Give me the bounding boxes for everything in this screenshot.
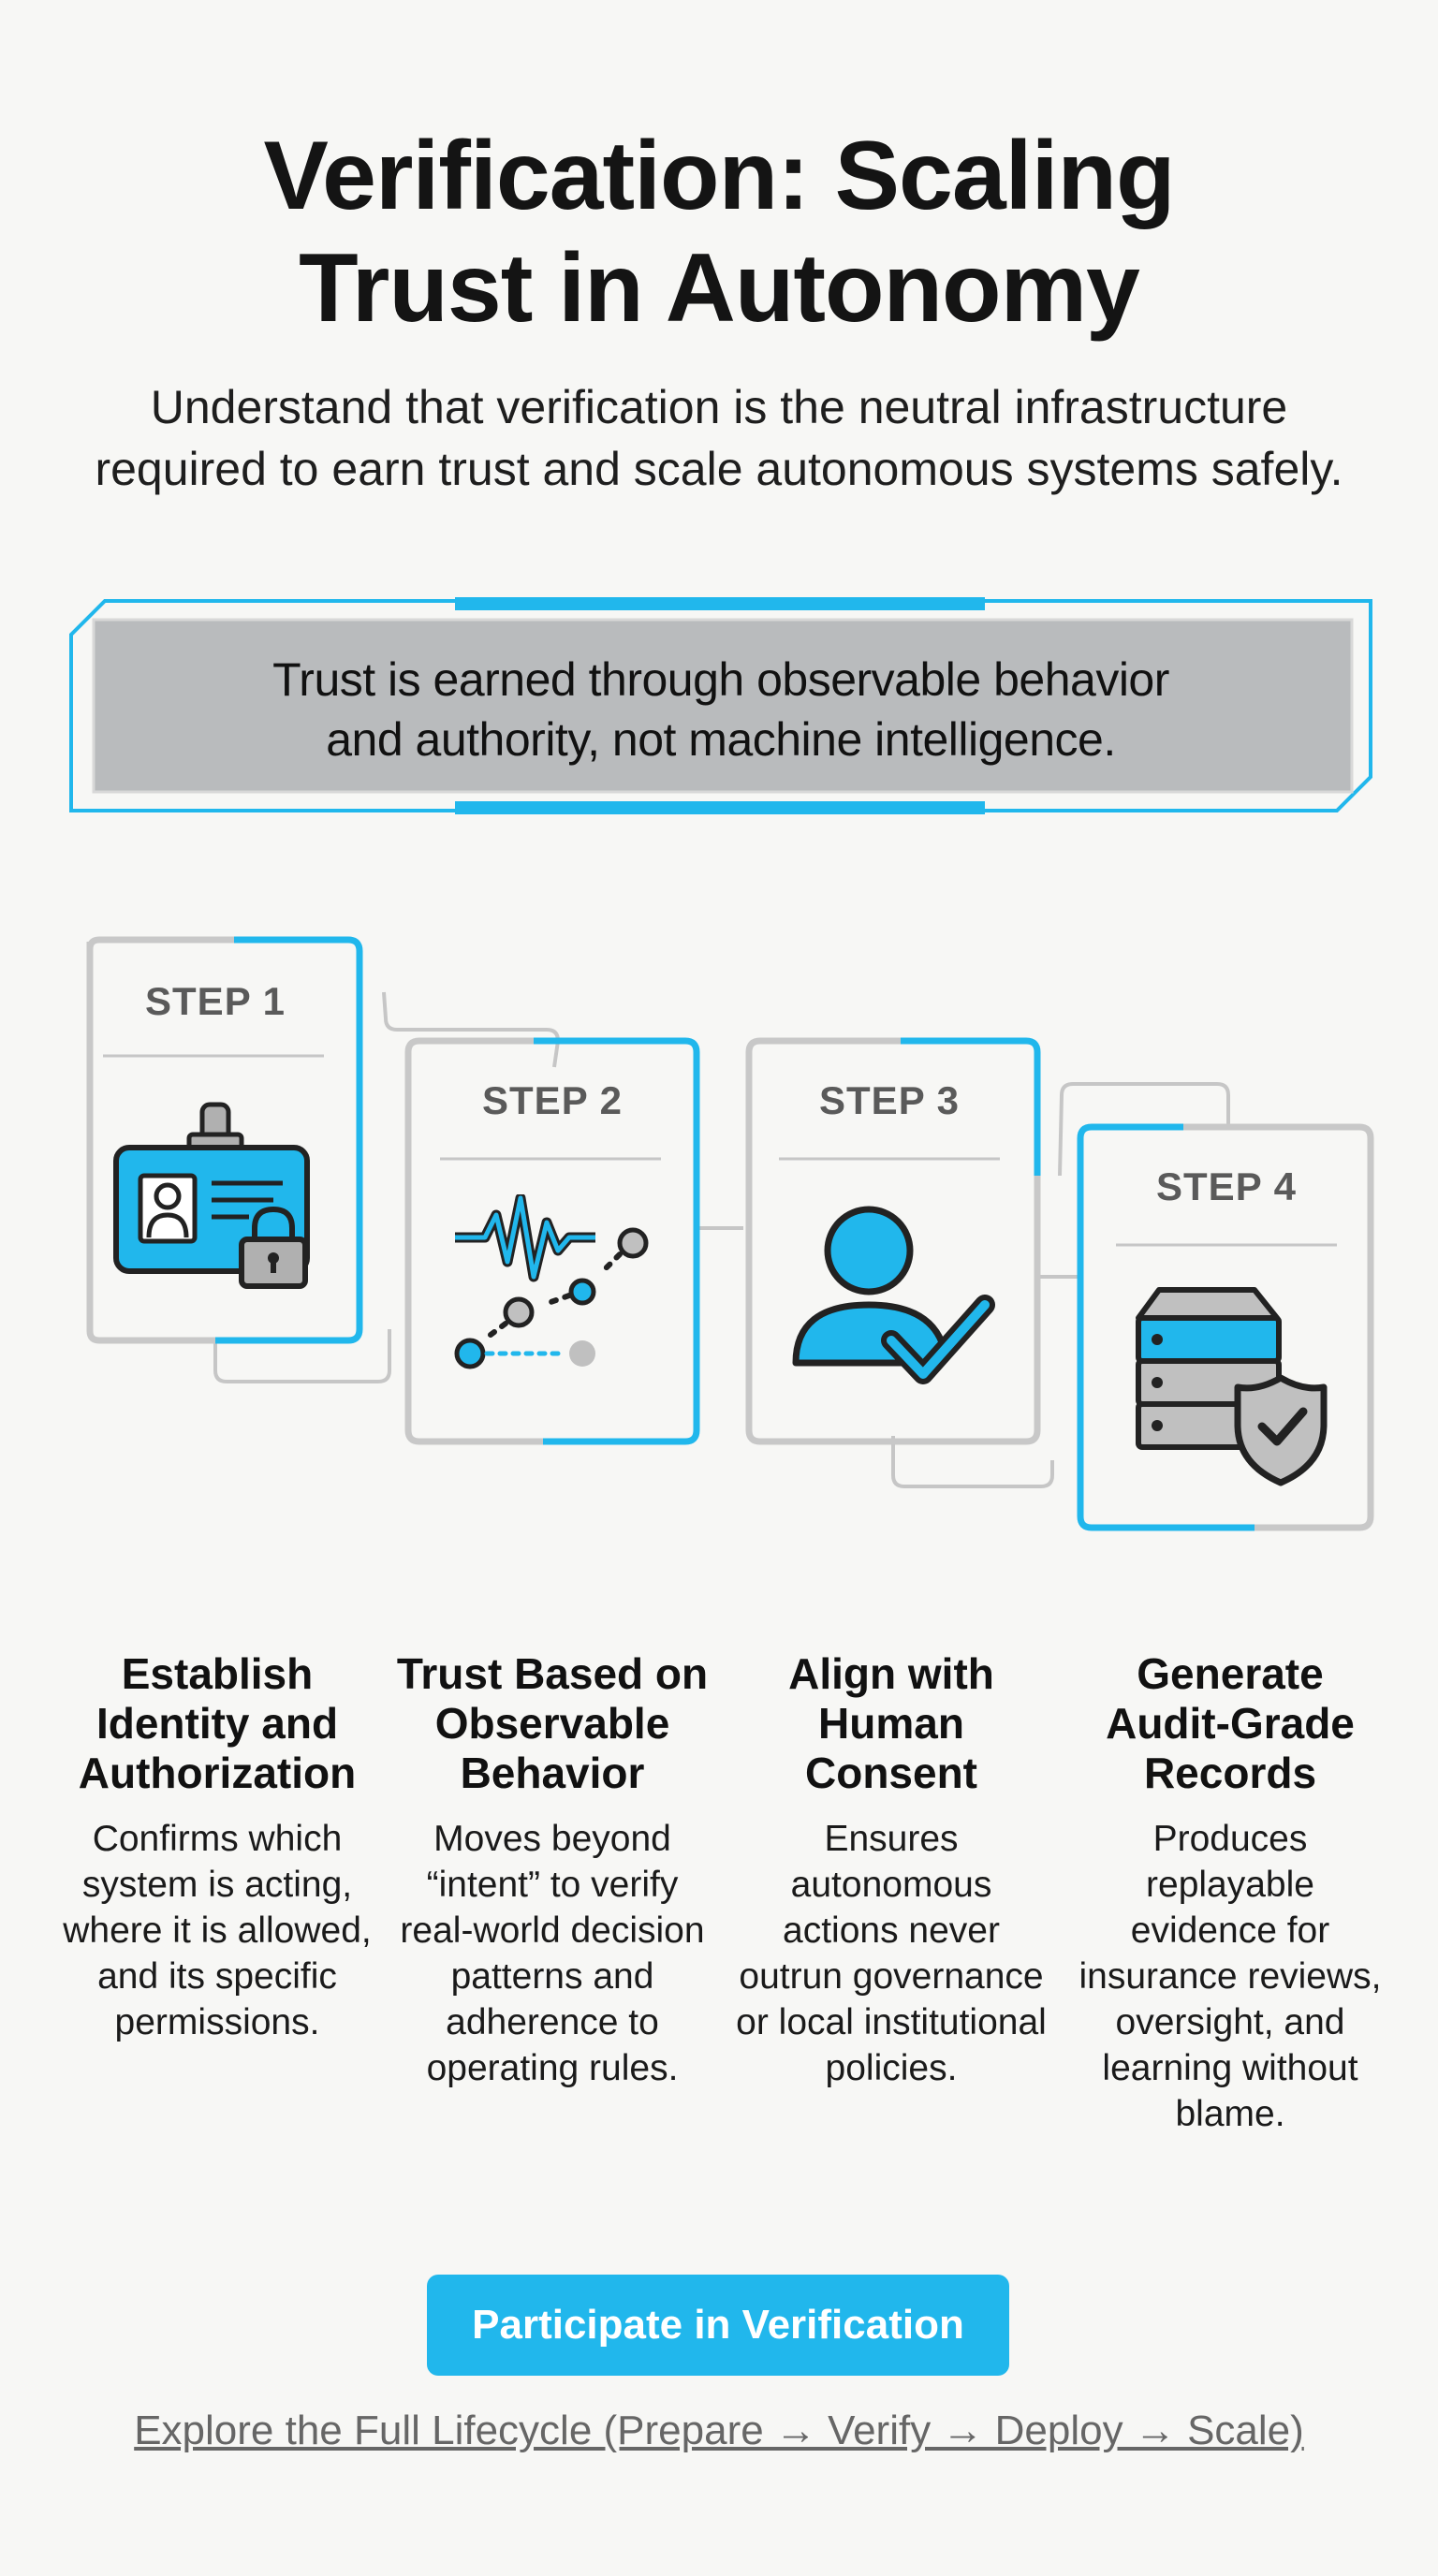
- server-shield-icon: [1131, 1286, 1348, 1488]
- step-3-title: Align with Human Consent: [788, 1649, 994, 1797]
- step-3-description: Ensures autonomous actions never outrun governance or local institutional policies.: [736, 1819, 1047, 2088]
- participate-button[interactable]: Participate in Verification: [427, 2275, 1009, 2376]
- step-4-title: Generate Audit-Grade Records: [1106, 1649, 1355, 1797]
- step-1-description: Confirms which system is acting, where it is allowed, and its specific permissions.: [63, 1819, 372, 2042]
- step-2-title: Trust Based on Observable Behavior: [396, 1649, 709, 1797]
- page-title-line-2: Trust in Autonomy: [299, 234, 1139, 343]
- page-subtitle-line-1: Understand that verification is the neutral infrastructure: [150, 381, 1288, 433]
- step-4-label: STEP 4: [1156, 1164, 1297, 1208]
- id-badge-lock-icon: [109, 1101, 326, 1290]
- page-title-line-1: Verification: Scaling: [263, 122, 1175, 230]
- banner-line-1: Trust is earned through observable behavior: [272, 653, 1169, 706]
- step-4-description: Produces replayable evidence for insurance reviews, oversight, and learning without blame.: [1078, 1819, 1382, 2134]
- page-subtitle-line-2: required to earn trust and scale autonomous systems safely.: [95, 443, 1343, 495]
- banner-line-2: and authority, not machine intelligence.: [326, 713, 1116, 766]
- step-2-label: STEP 2: [482, 1078, 623, 1122]
- explore-lifecycle-link[interactable]: Explore the Full Lifecycle (Prepare → Verify → Deploy → Scale): [134, 2408, 1304, 2453]
- waveform-trend-icon: [446, 1194, 663, 1400]
- step-1-label: STEP 1: [145, 979, 286, 1023]
- step-1-title: Establish Identity and Authorization: [78, 1649, 357, 1797]
- user-check-icon: [786, 1202, 1004, 1398]
- step-3-label: STEP 3: [819, 1078, 960, 1122]
- step-2-description: Moves beyond “intent” to verify real-world decision patterns and adherence to operating rules.: [400, 1819, 705, 2088]
